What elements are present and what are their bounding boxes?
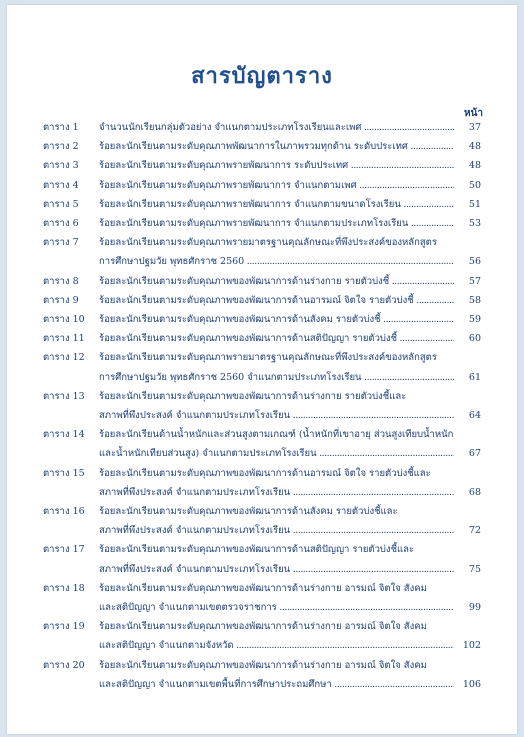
toc-entry-label: ตาราง 1	[43, 122, 79, 133]
toc-entry-label: ตาราง 18	[43, 582, 85, 594]
toc-entry-title: ร้อยละนักเรียนตามระดับคุณภาพรายมาตรฐานคุณลักษณะที่พึงประสงค์ของหลักสูตร	[99, 237, 437, 249]
toc-entry-title: ร้อยละนักเรียนตามระดับคุณภาพของพัฒนาการด้านร่างกาย อารมณ์ จิตใจ สังคม	[99, 659, 427, 671]
toc-entry-label: ตาราง 5	[43, 198, 79, 210]
toc-entry-line	[0, 330, 524, 348]
toc-entry-page-number: 48	[468, 141, 481, 153]
toc-entry-line	[0, 541, 524, 559]
toc-entry-label: ตาราง 7	[43, 237, 79, 249]
toc-entry-label: ตาราง 9	[43, 294, 79, 306]
page-column-header: หน้า	[463, 108, 483, 119]
toc-entry-title: ร้อยละนักเรียนตามระดับคุณภาพรายมาตรฐานคุณลักษณะที่พึงประสงค์ของหลักสูตร	[99, 352, 437, 364]
toc-entry-title: สภาพที่พึงประสงค์ จำแนกตามประเภทโรงเรียน .....	[99, 561, 454, 579]
toc-entry-page-number: 99	[468, 602, 481, 613]
toc-entry-title: ร้อยละนักเรียนตามระดับคุณภาพของพัฒนาการด้านอารมณ์ จิตใจ รายตัวบ่งชี้ .....	[99, 292, 454, 310]
toc-entry-title: ร้อยละนักเรียนตามระดับคุณภาพรายพัฒนาการ จำแนกตามขนาดโรงเรียน .....	[99, 196, 454, 214]
toc-entry-line	[0, 618, 524, 636]
toc-entry-title: การศึกษาปฐมวัย พุทธศักราช 2560 จำแนกตามประเภทโรงเรียน .....	[99, 369, 454, 387]
toc-entry-line	[0, 234, 524, 252]
toc-entry-line	[0, 253, 524, 271]
toc-entry-line	[0, 445, 524, 463]
toc-entry-title: ร้อยละนักเรียนตามระดับคุณภาพของพัฒนาการด้านอารมณ์ จิตใจ รายตัวบ่งชี้และ	[99, 467, 431, 479]
toc-entry-page-number: 51	[468, 198, 481, 210]
toc-entry-label: ตาราง 12	[43, 352, 85, 364]
toc-entry-line	[0, 388, 524, 406]
toc-entry-title: ร้อยละนักเรียนตามระดับคุณภาพพัฒนาการในภาพรวมทุกด้าน ระดับประเทศ .....	[99, 138, 454, 156]
toc-entry-line	[0, 215, 524, 233]
toc-entry-line	[0, 311, 524, 329]
toc-entry-line	[0, 657, 524, 675]
toc-entry-line	[0, 177, 524, 195]
toc-entry-line	[0, 503, 524, 521]
toc-entry-title: สภาพที่พึงประสงค์ จำแนกตามประเภทโรงเรียน .....	[99, 522, 454, 540]
toc-entry-title: ร้อยละนักเรียนตามระดับคุณภาพของพัฒนาการด้านร่างกาย รายตัวบ่งชี้และ	[99, 390, 407, 402]
toc-entry-label: ตาราง 19	[43, 621, 85, 633]
toc-entry-line	[0, 273, 524, 291]
toc-entry-label: ตาราง 6	[43, 218, 79, 229]
toc-entry-title: และสติปัญญา จำแนกตามเขตตรวจราชการ .....	[99, 599, 454, 617]
toc-entry-title: จำนวนนักเรียนกลุ่มตัวอย่าง จำแนกตามประเภทโรงเรียนและเพศ .....	[99, 119, 454, 137]
toc-entry-label: ตาราง 20	[43, 659, 85, 671]
toc-entry-title: ร้อยละนักเรียนตามระดับคุณภาพของพัฒนาการด้านสังคม รายตัวบ่งชี้ .....	[99, 311, 454, 329]
toc-entry-title: ร้อยละนักเรียนตามระดับคุณภาพของพัฒนาการด้านสติปัญญา รายตัวบ่งชี้และ	[99, 544, 415, 556]
toc-entry-page-number: 58	[468, 294, 481, 306]
toc-entry-page-number: 59	[468, 314, 481, 325]
toc-entry-label: ตาราง 15	[43, 467, 85, 479]
toc-entry-line	[0, 676, 524, 694]
toc-entry-page-number: 48	[468, 160, 481, 172]
toc-entry-title: และสติปัญญา จำแนกตามจังหวัด .....	[99, 637, 454, 655]
toc-entry-page-number: 57	[468, 275, 481, 287]
toc-entry-page-number: 106	[462, 678, 481, 690]
toc-entry-title: ร้อยละนักเรียนตามระดับคุณภาพของพัฒนาการด้านสติปัญญา รายตัวบ่งชี้ .....	[99, 330, 454, 348]
toc-entry-page-number: 67	[468, 448, 481, 460]
toc-entry-page-number: 53	[468, 218, 481, 229]
toc-entry-title: ร้อยละนักเรียนตามระดับคุณภาพรายพัฒนาการ จำแนกตามเพศ .....	[99, 177, 454, 195]
toc-entry-line	[0, 484, 524, 502]
toc-entry-title: สภาพที่พึงประสงค์ จำแนกตามประเภทโรงเรียน .....	[99, 484, 454, 502]
toc-entry-label: ตาราง 17	[43, 544, 85, 556]
toc-entry-page-number: 68	[468, 486, 481, 498]
toc-entry-label: ตาราง 16	[43, 506, 85, 517]
toc-entry-label: ตาราง 10	[43, 314, 85, 325]
toc-entry-title: ร้อยละนักเรียนตามระดับคุณภาพรายพัฒนาการ จำแนกตามประเภทโรงเรียน .....	[99, 215, 454, 233]
toc-entry-line	[0, 157, 524, 175]
toc-entry-label: ตาราง 13	[43, 390, 85, 402]
toc-entry-page-number: 102	[462, 640, 481, 652]
toc-entry-title: ร้อยละนักเรียนตามระดับคุณภาพของพัฒนาการด้านร่างกาย อารมณ์ จิตใจ สังคม	[99, 582, 427, 594]
toc-entry-label: ตาราง 11	[43, 333, 85, 345]
toc-entry-title: ร้อยละนักเรียนตามระดับคุณภาพของพัฒนาการด้านสังคม รายตัวบ่งชี้และ	[99, 506, 398, 517]
toc-entry-title: ร้อยละนักเรียนด้านน้ำหนักและส่วนสูงตามเกณฑ์ (น้ำหนักที่เขาอายุ ส่วนสูงเทียบน้ำหนัก	[99, 429, 454, 441]
toc-entry-line	[0, 465, 524, 483]
toc-entry-page-number: 56	[468, 256, 481, 268]
toc-entry-page-number: 37	[468, 122, 481, 133]
toc-entry-line	[0, 138, 524, 156]
toc-entry-line	[0, 426, 524, 444]
toc-entry-line	[0, 522, 524, 540]
toc-entry-line	[0, 561, 524, 579]
toc-entry-page-number: 72	[468, 525, 481, 537]
toc-entry-page-number: 50	[468, 179, 481, 191]
toc-entry-label: ตาราง 3	[43, 160, 79, 172]
page-title: สารบัญตาราง	[191, 64, 333, 89]
toc-entry-title: การศึกษาปฐมวัย พุทธศักราช 2560 .....	[99, 253, 454, 271]
toc-entry-label: ตาราง 4	[43, 179, 79, 191]
toc-entry-title: ร้อยละนักเรียนตามระดับคุณภาพรายพัฒนาการ ระดับประเทศ .....	[99, 157, 454, 175]
toc-entry-page-number: 64	[468, 410, 481, 421]
toc-entry-line	[0, 580, 524, 598]
toc-entry-label: ตาราง 2	[43, 141, 79, 153]
toc-entry-line	[0, 196, 524, 214]
toc-entry-title: และสติปัญญา จำแนกตามเขตพื้นที่การศึกษาประถมศึกษา .....	[99, 676, 454, 694]
toc-entry-line	[0, 369, 524, 387]
toc-entry-line	[0, 119, 524, 137]
toc-entry-title: และน้ำหนักเทียบส่วนสูง) จำแนกตามประเภทโรงเรียน .....	[99, 445, 454, 463]
toc-entry-label: ตาราง 8	[43, 275, 79, 287]
toc-entry-page-number: 61	[468, 371, 481, 383]
toc-entry-label: ตาราง 14	[43, 429, 85, 441]
toc-entry-title: ร้อยละนักเรียนตามระดับคุณภาพของพัฒนาการด้านร่างกาย รายตัวบ่งชี้ .....	[99, 273, 454, 291]
toc-entry-line	[0, 407, 524, 425]
toc-entry-title: สภาพที่พึงประสงค์ จำแนกตามประเภทโรงเรียน .....	[99, 407, 454, 425]
toc-entry-page-number: 60	[468, 333, 481, 345]
toc-entry-page-number: 75	[468, 563, 481, 575]
toc-entry-line	[0, 349, 524, 367]
toc-entry-line	[0, 599, 524, 617]
toc-entry-line	[0, 637, 524, 655]
toc-entry-line	[0, 292, 524, 310]
toc-entry-title: ร้อยละนักเรียนตามระดับคุณภาพของพัฒนาการด้านร่างกาย อารมณ์ จิตใจ สังคม	[99, 621, 427, 633]
